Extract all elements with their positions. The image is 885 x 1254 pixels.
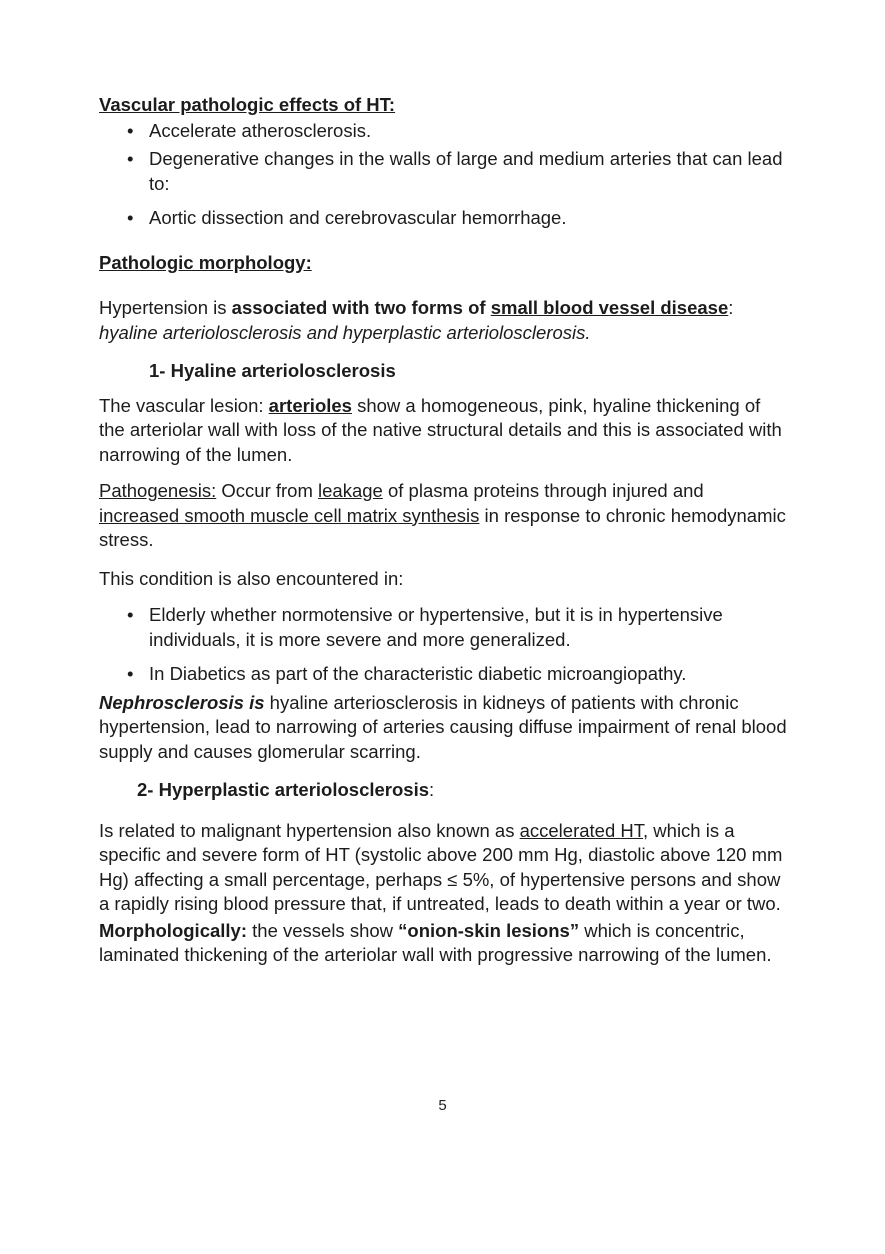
morphologically-paragraph: Morphologically: the vessels show “onion-skin lesions” which is concentric, laminated thickening of the arteriolar wall with progressive narrowing of the lumen.: [99, 919, 772, 965]
list-item: • Accelerate atherosclerosis.: [127, 119, 789, 144]
vascular-effects-list: [99, 119, 789, 231]
nephrosclerosis-paragraph: Nephrosclerosis is hyaline arteriosclerosis in kidneys of patients with chronic hypertension, lead to narrowing of arteries causing diffuse impairment of renal blood supply and causes glomerular scarring.: [99, 691, 787, 762]
section-heading-pathologic-morphology: Pathologic morphology:: [99, 251, 312, 273]
malignant-hypertension-paragraph: Is related to malignant hypertension also known as accelerated HT, which is a specific and severe form of HT (systolic above 200 mm Hg, diastolic above 120 mm Hg) affecting a small percentage, perhaps ≤ 5%, of hypertensive persons and show a rapidly rising blood pressure that, if untreated, leads to death within a year or two.: [99, 819, 783, 914]
encountered-paragraph: This condition is also encountered in:: [99, 567, 404, 589]
subheading-hyperplastic: 2- Hyperplastic arteriolosclerosis:: [137, 779, 435, 800]
list-item: • Degenerative changes in the walls of large and medium arteries that can lead to:: [127, 147, 789, 196]
subheading-hyaline: 1- Hyaline arteriolosclerosis: [149, 360, 396, 381]
vascular-lesion-paragraph: The vascular lesion: arterioles show a homogeneous, pink, hyaline thickening of the arteriolar wall with loss of the native structural details and this is associated with narrowing of the lumen.: [99, 394, 782, 465]
document-page: [99, 93, 789, 968]
morphology-intro-paragraph: Hypertension is associated with two forms of small blood vessel disease: hyaline arteriolosclerosis and hyperplastic arteriolosclerosis.: [99, 297, 734, 343]
pathogenesis-paragraph: Pathogenesis: Occur from leakage of plasma proteins through injured and increased smooth muscle cell matrix synthesis in response to chronic hemodynamic stress.: [99, 480, 786, 550]
page-number: 5: [438, 1097, 447, 1114]
list-item: • Elderly whether normotensive or hypertensive, but it is in hypertensive individuals, it is more severe and more generalized.: [127, 603, 789, 652]
list-item: • Aortic dissection and cerebrovascular hemorrhage.: [127, 206, 789, 231]
list-item: • In Diabetics as part of the characteristic diabetic microangiopathy.: [127, 662, 789, 687]
section-heading-vascular-effects: Vascular pathologic effects of HT:: [99, 94, 396, 115]
encountered-list: [99, 603, 789, 687]
